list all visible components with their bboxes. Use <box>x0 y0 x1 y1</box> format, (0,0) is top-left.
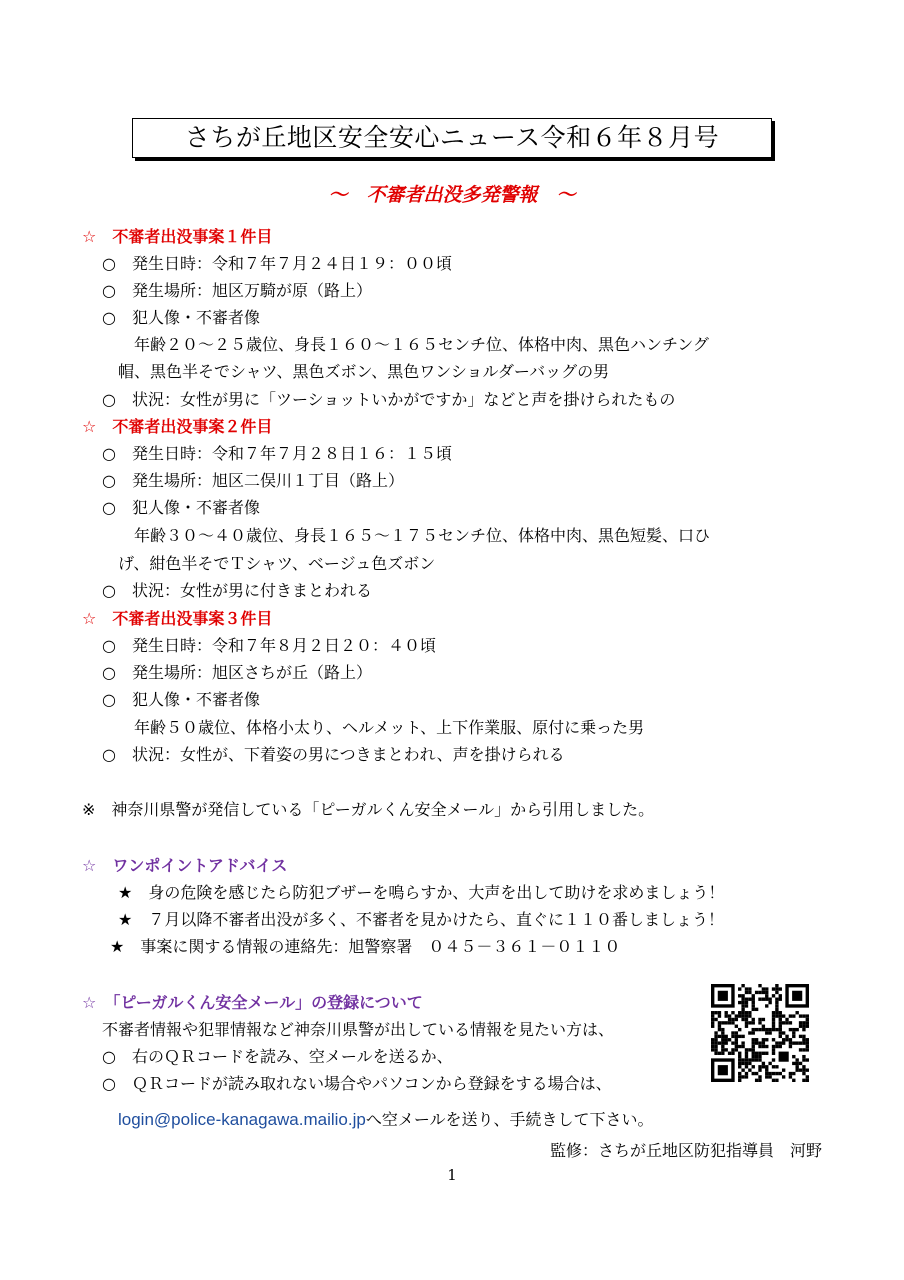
advice-item: ★ 身の危険を感じたら防犯ブザーを鳴らすか、大声を出して助けを求めましょう！ <box>118 883 725 902</box>
registration-email-link[interactable]: login@police-kanagawa.mailio.jp <box>118 1110 366 1129</box>
page-title: さちが丘地区安全安心ニュース令和６年８月号 <box>132 118 772 158</box>
source-note: ※ 神奈川県警が発信している「ピーガルくん安全メール」から引用しました。 <box>82 800 655 819</box>
registration-heading: ☆ 「ピーガルくん安全メール」の登録について <box>82 993 423 1012</box>
advice-item: ★ ７月以降不審者出没が多く、不審者を見かけたら、直ぐに１１０番しましょう！ <box>118 910 725 929</box>
case3-suspect-label: ○ 犯人像・不審者像 <box>102 690 260 709</box>
case1-datetime: ○ 発生日時：令和７年７月２４日１９：００頃 <box>102 254 452 273</box>
advice-item: ★ 事案に関する情報の連絡先：旭警察署 ０４５－３６１－０１１０ <box>110 937 621 956</box>
qr-code-icon[interactable] <box>711 984 809 1082</box>
advice-heading: ☆ ワンポイントアドバイス <box>82 856 288 875</box>
case2-datetime: ○ 発生日時：令和７年７月２８日１６：１５頃 <box>102 444 452 463</box>
supervisor-credit: 監修：さちが丘地区防犯指導員 河野 <box>549 1141 822 1160</box>
case3-heading: ☆ 不審者出没事案３件目 <box>82 609 273 628</box>
case2-heading: ☆ 不審者出没事案２件目 <box>82 417 273 436</box>
case2-suspect-label: ○ 犯人像・不審者像 <box>102 498 260 517</box>
case3-situation: ○ 状況：女性が、下着姿の男につきまとわれ、声を掛けられる <box>102 745 565 764</box>
case1-suspect-label: ○ 犯人像・不審者像 <box>102 308 260 327</box>
registration-option2: ○ ＱＲコードが読み取れない場合やパソコンから登録をする場合は、 <box>102 1074 612 1093</box>
case2-suspect-line2: げ、紺色半そでＴシャツ、ベージュ色ズボン <box>118 554 436 573</box>
case2-place: ○ 発生場所：旭区二俣川１丁目（路上） <box>102 471 404 490</box>
case2-suspect-line1: 年齢３０～４０歳位、身長１６５～１７５センチ位、体格中肉、黒色短髪、口ひ <box>134 526 711 545</box>
case3-suspect-line1: 年齢５０歳位、体格小太り、ヘルメット、上下作業服、原付に乗った男 <box>134 718 645 737</box>
registration-email-suffix: へ空メールを送り、手続きして下さい。 <box>365 1110 654 1129</box>
page-number: 1 <box>447 1166 457 1184</box>
case1-suspect-line2: 帽、黒色半そでシャツ、黒色ズボン、黒色ワンショルダーバッグの男 <box>118 362 610 381</box>
registration-email-line <box>118 1107 654 1130</box>
case3-datetime: ○ 発生日時：令和７年８月２日２０：４０頃 <box>102 636 436 655</box>
case3-place: ○ 発生場所：旭区さちが丘（路上） <box>102 663 372 682</box>
case1-place: ○ 発生場所：旭区万騎が原（路上） <box>102 281 372 300</box>
case1-situation: ○ 状況：女性が男に「ツーショットいかがですか」などと声を掛けられたもの <box>102 390 676 409</box>
registration-intro: 不審者情報や犯罪情報など神奈川県警が出している情報を見たい方は、 <box>102 1020 615 1039</box>
subtitle: ～ 不審者出没多発警報 ～ <box>328 184 576 206</box>
case1-heading: ☆ 不審者出没事案１件目 <box>82 227 273 246</box>
case2-situation: ○ 状況：女性が男に付きまとわれる <box>102 581 372 600</box>
registration-option1: ○ 右のＱＲコードを読み、空メールを送るか、 <box>102 1047 453 1066</box>
case1-suspect-line1: 年齢２０～２５歳位、身長１６０～１６５センチ位、体格中肉、黒色ハンチング <box>134 335 709 354</box>
